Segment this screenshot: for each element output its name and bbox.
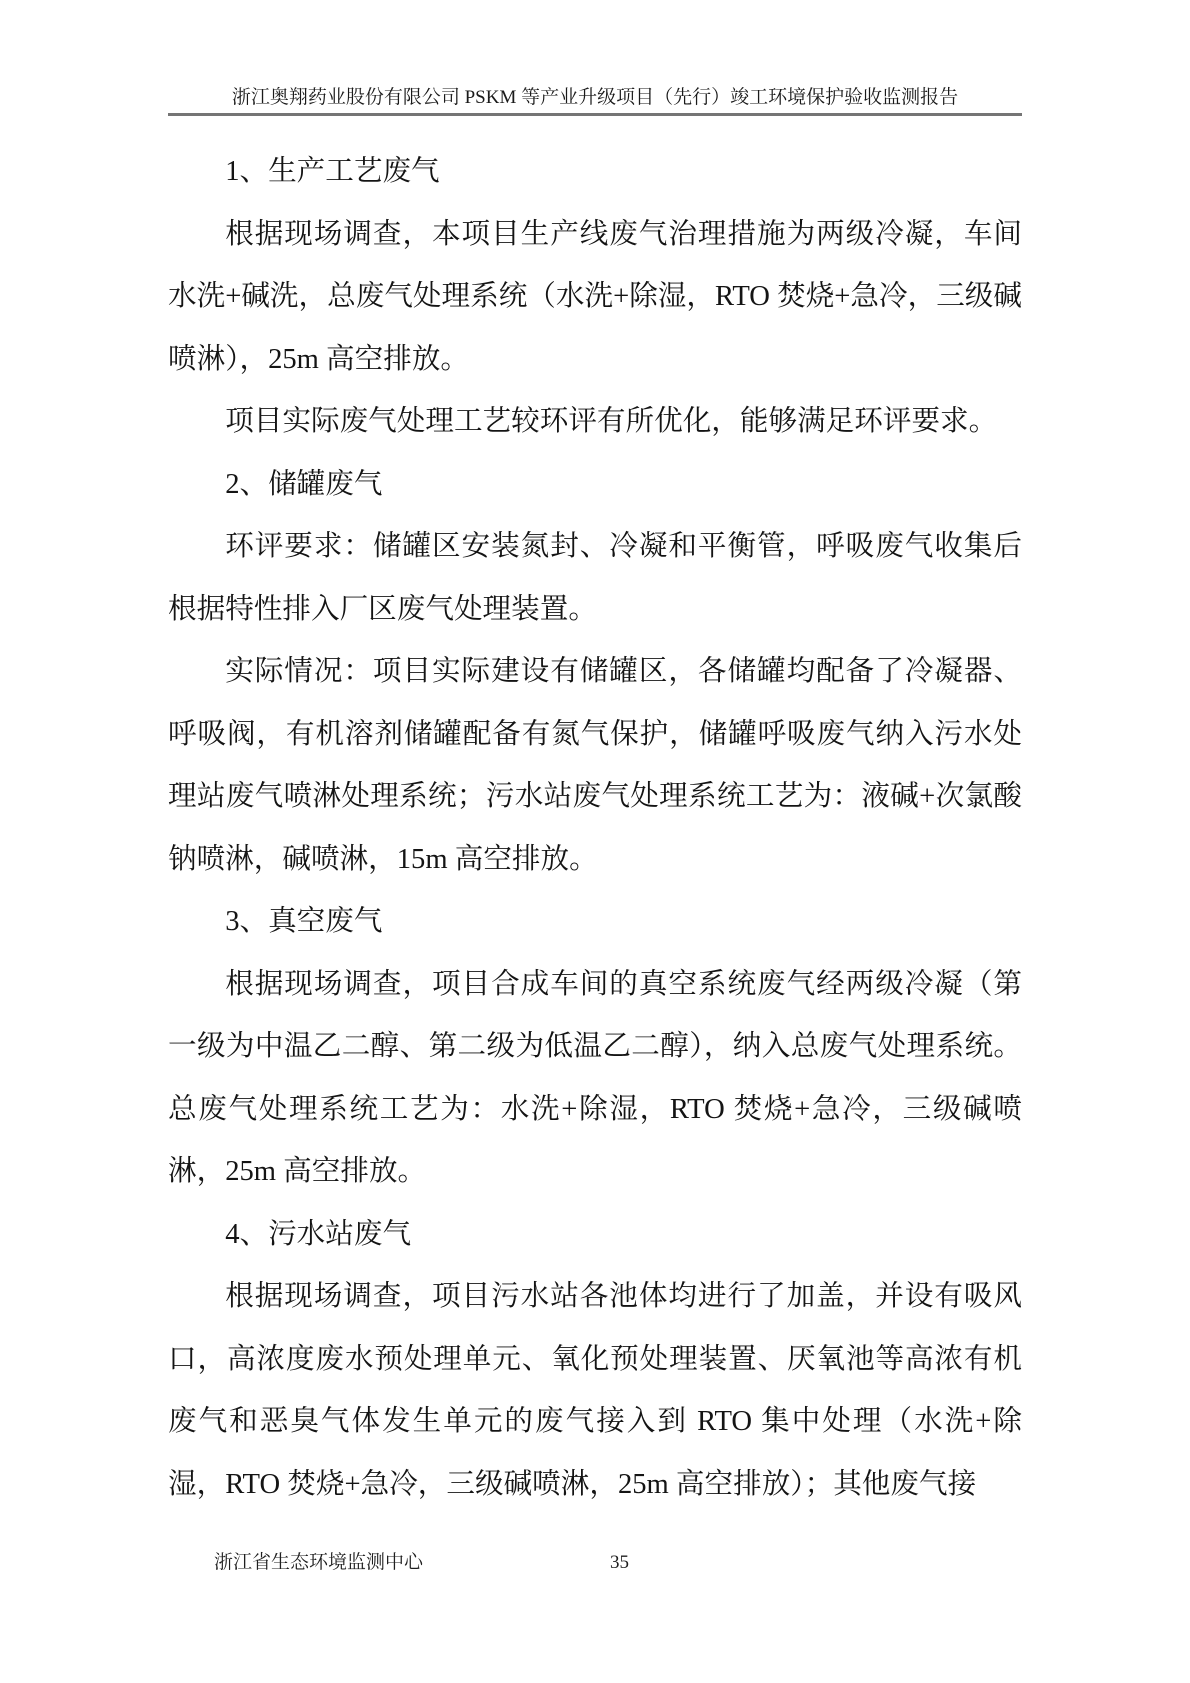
header-divider-rule [168,113,1022,116]
para-vacuum-waste-gas: 根据现场调查，项目合成车间的真空系统废气经两级冷凝（第一级为中温乙二醇、第二级为低温乙二醇），纳入总废气处理系统。总废气处理系统工艺为：水洗+除湿，RTO 焚烧+急冷，三级碱喷淋，25m 高空排放。 [168,968,1022,1187]
para-sewage-station-waste-gas: 根据现场调查，项目污水站各池体均进行了加盖，并设有吸风口，高浓度废水预处理单元、氧化预处理装置、厌氧池等高浓有机废气和恶臭气体发生单元的废气接入到 RTO 集中处理（水洗+除湿，RTO 焚烧+急冷，三级碱喷淋，25m 高空排放）；其他废气接 [168,1281,1022,1500]
heading-production-waste-gas: 1、生产工艺废气 [225,156,440,187]
heading-vacuum-waste-gas: 3、真空废气 [225,906,383,937]
para-tank-actual-situation: 实际情况：项目实际建设有储罐区，各储罐均配备了冷凝器、呼吸阀，有机溶剂储罐配备有氮气保护，储罐呼吸废气纳入污水处理站废气喷淋处理系统；污水站废气处理系统工艺为：液碱+次氯酸钠喷淋，碱喷淋，15m 高空排放。 [168,656,1022,875]
footer-page-number: 35 [610,1552,629,1573]
heading-sewage-station-waste-gas: 4、污水站废气 [225,1218,412,1250]
footer-organization: 浙江省生态环境监测中心 [214,1552,424,1573]
para-production-waste-gas-conclusion: 项目实际废气处理工艺较环评有所优化，能够满足环评要求。 [225,406,998,437]
para-production-waste-gas-measures: 根据现场调查，本项目生产线废气治理措施为两级冷凝，车间水洗+碱洗，总废气处理系统（水洗+除湿，RTO 焚烧+急冷，三级碱喷淋），25m 高空排放。 [168,218,1022,375]
page-header-title: 浙江奥翔药业股份有限公司 PSKM 等产业升级项目（先行）竣工环境保护验收监测报告 [231,87,959,108]
heading-tank-waste-gas: 2、储罐废气 [225,468,383,500]
document-body [168,141,1022,1516]
para-tank-eia-requirement: 环评要求：储罐区安装氮封、冷凝和平衡管，呼吸废气收集后根据特性排入厂区废气处理装置。 [168,531,1022,625]
